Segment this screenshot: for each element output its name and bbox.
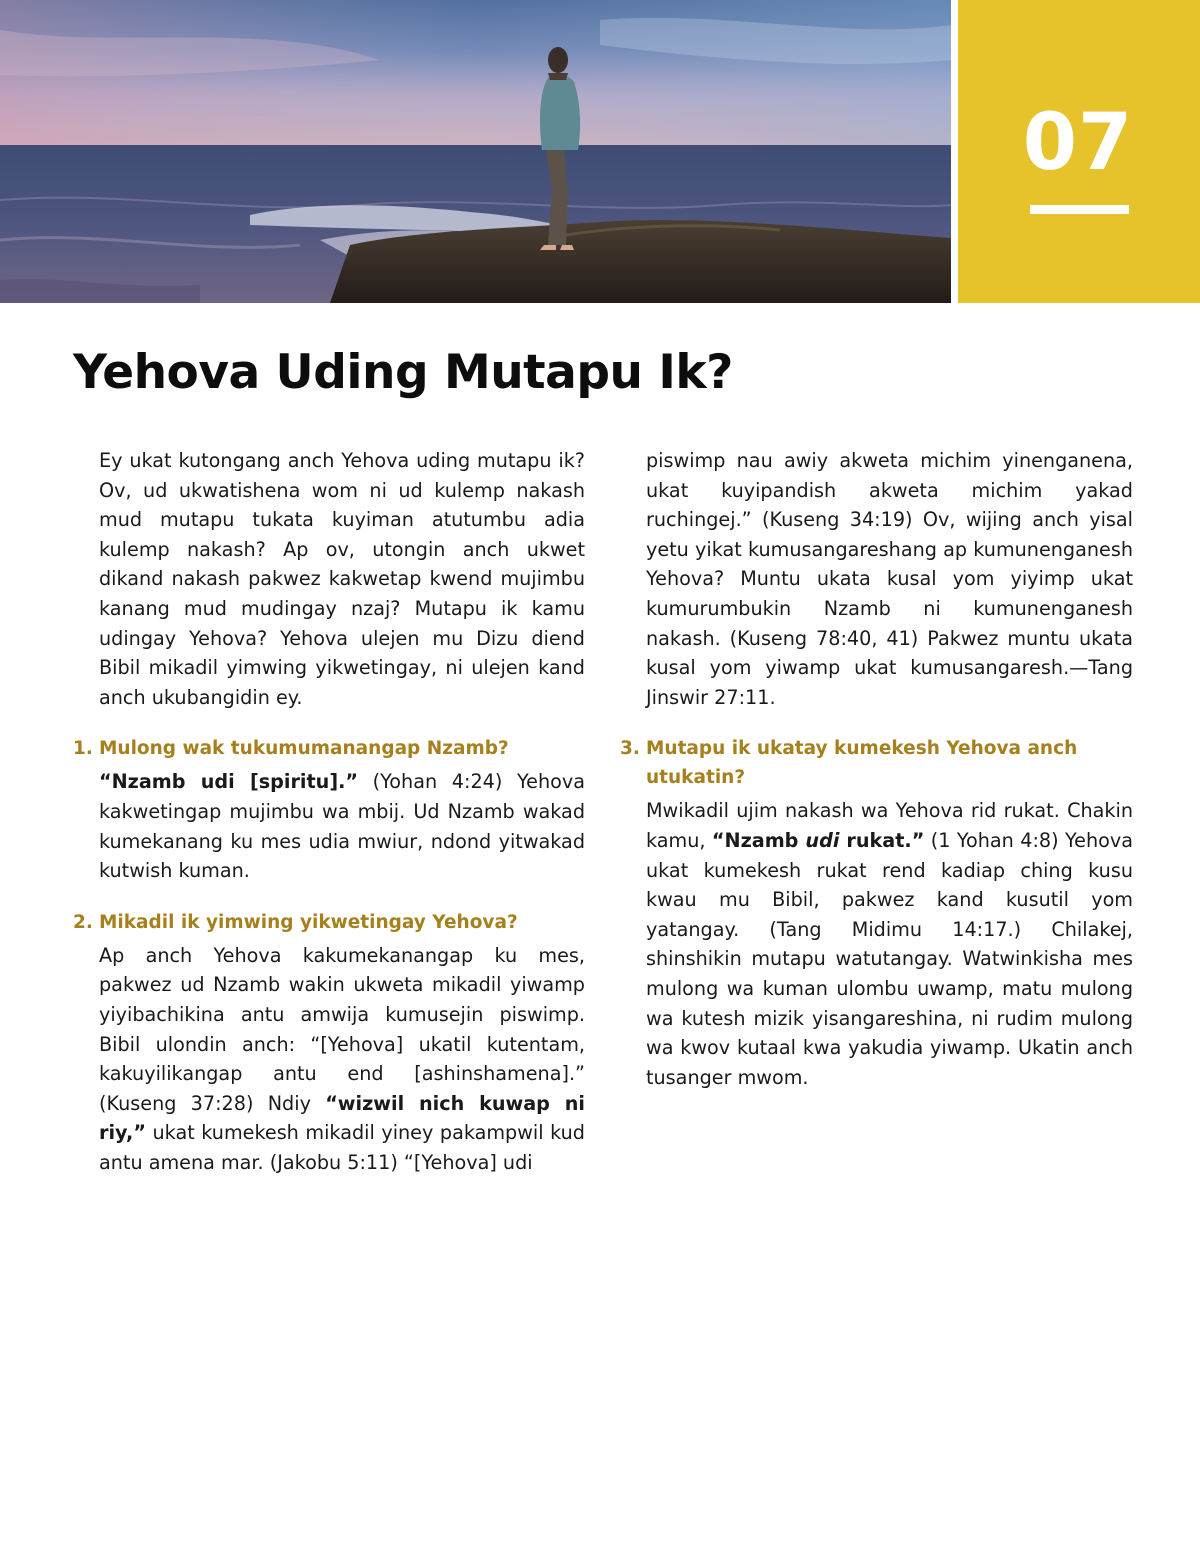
right-column: [620, 446, 1133, 1092]
answer-emphasis-part: “Nzamb: [711, 828, 806, 852]
answer-text: (Yohan 4:24) Yehova kakwetingap mujimbu wa mbij. Ud Nzamb wakad kumekanang ku mes udia mwiur, ndond yitwakad kutwish kuman.: [99, 770, 585, 883]
question-text: Mikadil ik yimwing yikwetingay Yehova?: [99, 911, 518, 933]
answer-emphasis: “wizwil nich kuwap ni riy,”: [99, 1091, 585, 1145]
answer-emphasis: “Nzamb udi [spiritu].”: [99, 770, 358, 794]
answer-text: Ap anch Yehova kakumekanangap ku mes, pakwez ud Nzamb wakin ukweta mikadil yiwamp yiyibachikina antu amwija kumusejin piswimp. Bibil ulondin anch: “[Yehova] ukatil kutentam, kakuyilikangap antu end [ashinshamena].” (Kuseng 37:28) Ndiy: [99, 943, 585, 1115]
lesson-number: 07: [1022, 98, 1134, 188]
answer-emphasis: [712, 829, 924, 852]
question-text: Mulong wak tukumumanangap Nzamb?: [99, 738, 509, 760]
question-3: [620, 734, 1133, 792]
intro-paragraph: Ey ukat kutongang anch Yehova uding mutapu ik? Ov, ud ukwatishena wom ni ud kulemp nakash mud mutapu tukata kuyiman atutumbu adia kulemp nakash? Ap ov, utongin anch ukwet dikand nakash pakwez kakwetap kwend mujimbu kanang mud mudingay nzaj? Mutapu ik kamu udingay Yehova? Yehova ulejen mu Dizu diend Bibil mikadil yimwing yikwetingay, ni ulejen kand anch ukubangidin ey.: [99, 449, 585, 709]
answer-2: [73, 941, 585, 1178]
question-2: [73, 908, 585, 937]
answer-text: (1 Yohan 4:8) Yehova ukat kumekesh rukat rend kadiap ching kusu kwau mu Bibil, pakwez kand kusutil yom yatangay. (Tang Midimu 14:17.) Chilakej, shinshikin mutapu watutangay. Watwinkisha mes mulong wa kuman ulombu uwamp, matu mulong wa kutesh mizik yisangareshina, ni rudim mulong wa kwov kutaal kwa yakudia yiwamp. Ukatin anch tusanger mwom.: [646, 828, 1133, 1089]
page-title: Yehova Uding Mutapu Ik?: [73, 345, 733, 400]
question-1: [73, 734, 585, 763]
answer-3: [620, 796, 1133, 1092]
question-number: 3.: [620, 738, 640, 760]
answer-emphasis-italic: udi: [805, 828, 840, 852]
question-number: 1.: [73, 738, 93, 760]
answer-2-continued: piswimp nau awiy akweta michim yinenganena, ukat kuyipandish akweta michim yakad ruchingej.” (Kuseng 34:19) Ov, wijing anch yisal yetu yikat kumusangareshang ap kumunenganesh Yehova? Muntu ukata kusal yom yiyimp ukat kumurumbukin Nzamb ni kumunenganesh nakash. (Kuseng 78:40, 41) Pakwez muntu ukata kusal yom yiwamp ukat kumusangaresh.—Tang Jinswir 27:11.: [646, 449, 1133, 709]
answer-1: [73, 767, 585, 885]
answer-text: ukat kumekesh mikadil yiney pakampwil kud antu amena mar. (Jakobu 5:11) “[Yehova] udi: [99, 1121, 585, 1174]
seaside-photo: [0, 0, 951, 303]
answer-emphasis-part: rukat.”: [839, 828, 925, 852]
question-number: 2.: [73, 911, 93, 933]
lesson-number-underline: [1030, 205, 1129, 214]
question-text: Mutapu ik ukatay kumekesh Yehova anch utukatin?: [646, 738, 1078, 789]
header-photo: [0, 0, 951, 303]
answer-text: Mwikadil ujim nakash wa Yehova rid rukat. Chakin kamu,: [646, 799, 1133, 852]
left-column: [73, 446, 585, 1177]
